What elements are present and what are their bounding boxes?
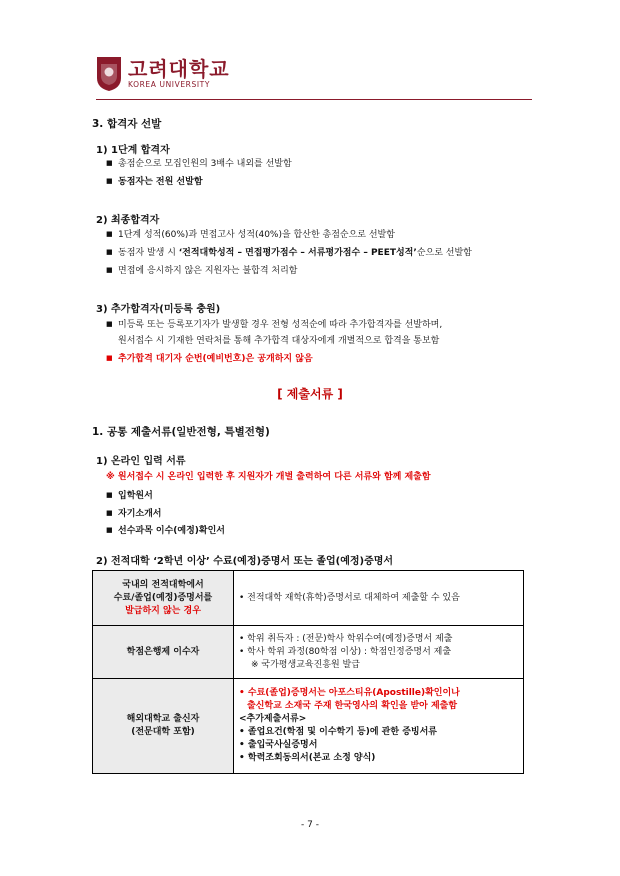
page-number: - 7 - bbox=[301, 820, 319, 830]
list-item: ■ 동점자는 전원 선발함 bbox=[106, 177, 203, 187]
section-3-title: 3. 합격자 선발 bbox=[92, 118, 162, 130]
list-item: ■ 자기소개서 bbox=[106, 509, 162, 519]
list-item: ■ 추가합격 대기자 순번(예비번호)은 공개하지 않음 bbox=[106, 354, 313, 364]
table-row bbox=[93, 679, 524, 774]
university-seal-icon bbox=[96, 56, 122, 92]
list-item: ■ 면접에 응시하지 않은 지원자는 불합격 처리함 bbox=[106, 266, 298, 276]
list-item-continued: 원서접수 시 기재한 연락처를 통해 추가합격 대상자에게 개별적으로 합격을 통보함 bbox=[118, 336, 440, 346]
table-row bbox=[93, 626, 524, 679]
row-label: 해외대학교 출신자 (전문대학 포함) bbox=[93, 679, 234, 774]
logo-english-text: KOREA UNIVERSITY bbox=[128, 80, 211, 89]
list-item: ■ 1단계 성적(60%)과 면접고사 성적(40%)을 합산한 총점순으로 선발함 bbox=[106, 230, 395, 240]
list-item: ■ 선수과목 이수(예정)확인서 bbox=[106, 526, 225, 536]
stage1-title: 1) 1단계 합격자 bbox=[96, 145, 170, 156]
section-1-title: 1. 공통 제출서류(일반전형, 특별전형) bbox=[92, 426, 270, 438]
list-item: ■ 입학원서 bbox=[106, 491, 153, 501]
row-label: 국내의 전적대학에서 수료/졸업(예정)증명서를 발급하지 않는 경우 bbox=[93, 571, 234, 626]
online-docs-title: 1) 온라인 입력 서류 bbox=[96, 456, 186, 467]
university-logo bbox=[96, 56, 230, 92]
documents-table bbox=[92, 570, 524, 774]
row-content: • 수료(졸업)증명서는 아포스티유(Apostille)확인이나 출신학교 소재국 주재 한국영사의 확인을 받아 제출함 <추가제출서류> • 졸업요건(학점 및 이수학기 등)에 관한 증빙서류 • 출입국사실증명서 • 학력조회동의서(본교 소정 양식) bbox=[234, 679, 524, 774]
header-rule bbox=[96, 99, 532, 100]
list-item: ■ 총점순으로 모집인원의 3배수 내외를 선발함 bbox=[106, 159, 292, 169]
row-content: • 학위 취득자 : (전문)학사 학위수여(예정)증명서 제출 • 학사 학위 과정(80학점 이상) : 학점인정증명서 제출 ※ 국가평생교육진흥원 발급 bbox=[234, 626, 524, 679]
additional-title: 3) 추가합격자(미등록 충원) bbox=[96, 304, 221, 315]
list-item: ■ 미등록 또는 등록포기자가 발생할 경우 전형 성적순에 따라 추가합격자를 선발하며, bbox=[106, 320, 443, 330]
final-title: 2) 최종합격자 bbox=[96, 215, 160, 226]
logo-korean-text: 고려대학교 bbox=[128, 57, 230, 81]
certificate-title: 2) 전적대학 ‘2학년 이상’ 수료(예정)증명서 또는 졸업(예정)증명서 bbox=[96, 556, 394, 567]
section-heading: [ 제출서류 ] bbox=[277, 387, 343, 401]
row-content: • 전적대학 재학(휴학)증명서로 대체하여 제출할 수 있음 bbox=[234, 571, 524, 626]
table-row bbox=[93, 571, 524, 626]
online-docs-note: ※ 원서접수 시 온라인 입력한 후 지원자가 개별 출력하여 다른 서류와 함께 제출함 bbox=[106, 472, 431, 482]
list-item: ■ 동점자 발생 시 ‘전적대학성적 – 면접평가점수 – 서류평가점수 – PEET성적’순으로 선발함 bbox=[106, 248, 472, 258]
row-label: 학점은행제 이수자 bbox=[93, 626, 234, 679]
